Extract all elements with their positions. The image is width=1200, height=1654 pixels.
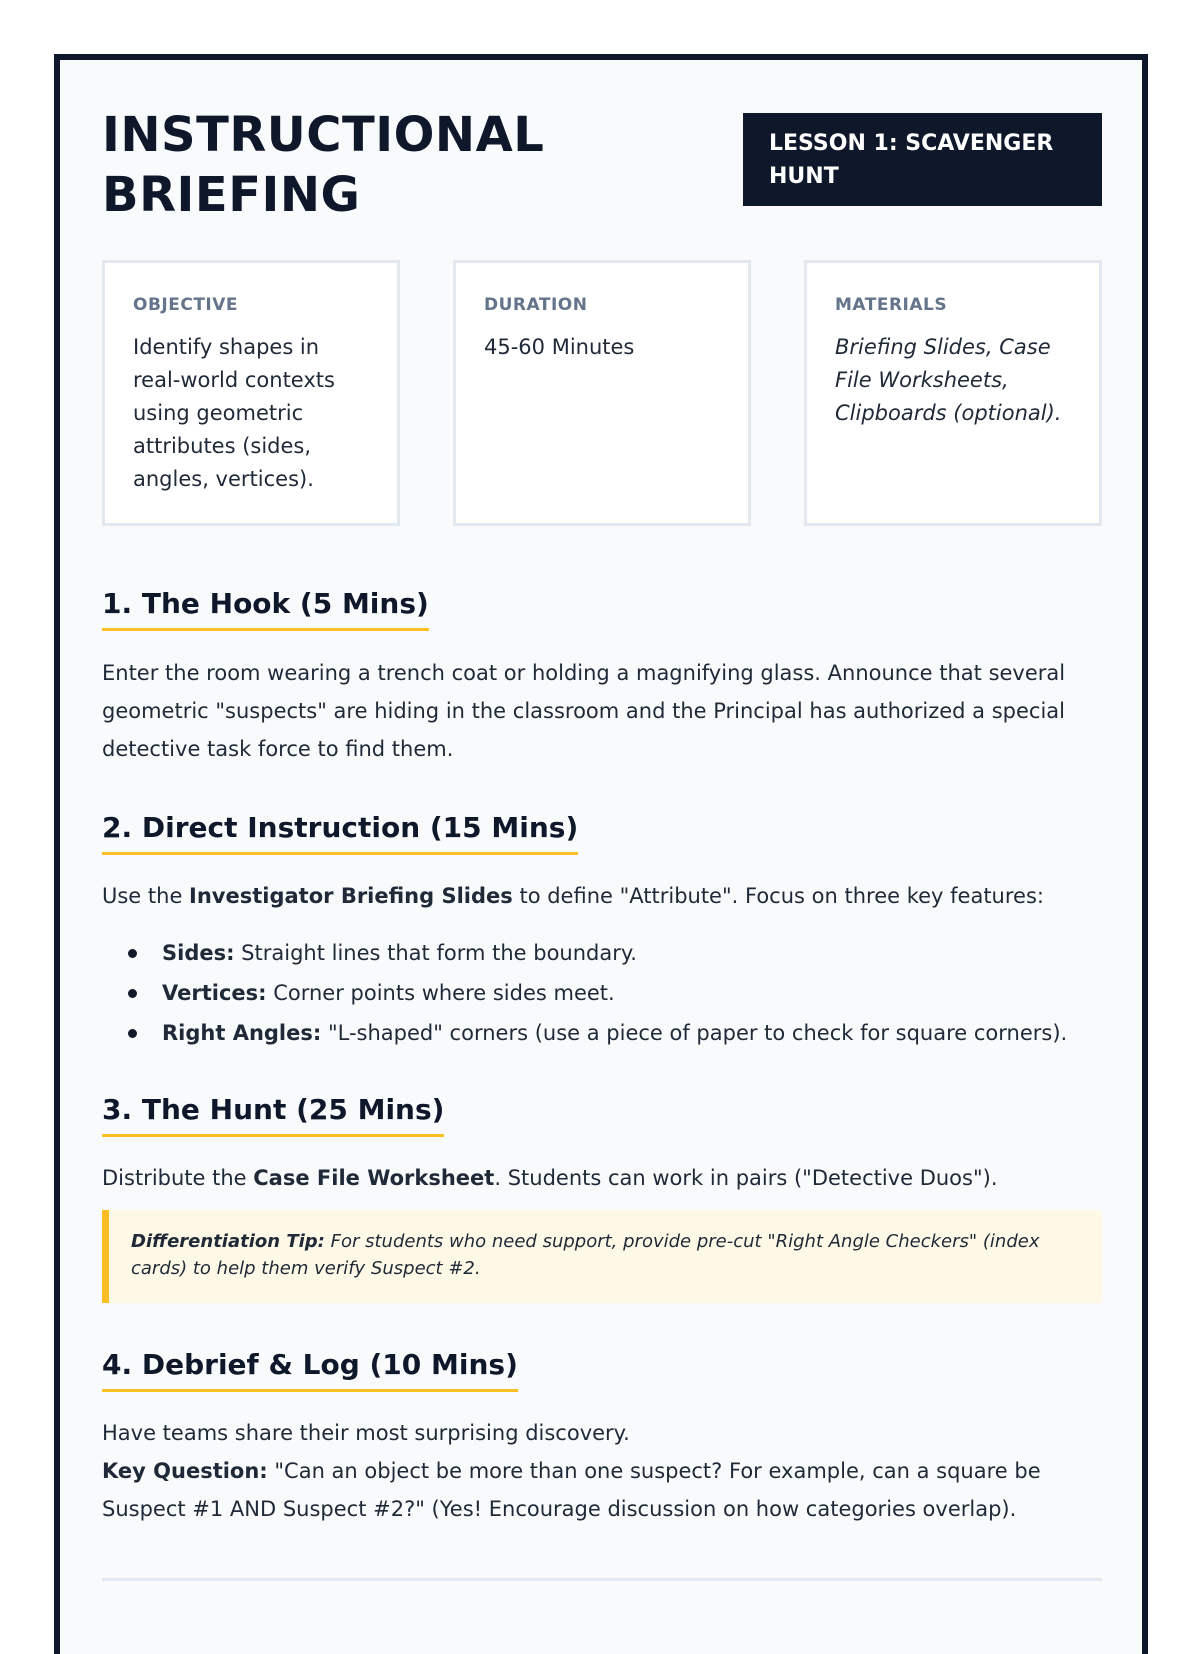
hunt-post: . Students can work in pairs ("Detective Duos"). — [494, 1166, 998, 1190]
key-question-label: Key Question: — [102, 1459, 268, 1483]
objective-card — [102, 260, 400, 526]
objective-text: Identify shapes in real-world contexts using geometric attributes (sides, angles, vertices). — [133, 335, 335, 491]
section-hunt-text — [102, 1159, 1102, 1197]
section-hunt-heading: 3. The Hunt (25 Mins) — [102, 1092, 444, 1137]
bullet-dot — [128, 949, 137, 958]
debrief-line-1: Have teams share their most surprising discovery. — [102, 1421, 630, 1445]
tip-label: Differentiation Tip: — [131, 1231, 325, 1252]
materials-text: Briefing Slides, Case File Worksheets, Clipboards (optional). — [835, 335, 1062, 425]
list-item — [102, 973, 1102, 1013]
list-item — [102, 933, 1102, 973]
hunt-pre: Distribute the — [102, 1166, 254, 1190]
section-debrief-heading: 4. Debrief & Log (10 Mins) — [102, 1347, 518, 1392]
section-debrief-text — [102, 1414, 1102, 1528]
bullet-dot — [128, 989, 137, 998]
section-direct-intro — [102, 877, 1102, 915]
bullet-term: Right Angles: — [162, 1021, 322, 1045]
duration-text: 45-60 Minutes — [484, 335, 635, 359]
bullet-term: Sides: — [162, 941, 235, 965]
bullet-dot — [128, 1029, 137, 1038]
title-line-2: BRIEFING — [102, 167, 361, 223]
intro-pre: Use the — [102, 884, 190, 908]
intro-post: to define "Attribute". Focus on three key features: — [512, 884, 1044, 908]
section-direct-heading: 2. Direct Instruction (15 Mins) — [102, 810, 578, 855]
materials-card — [804, 260, 1102, 526]
section-hook-heading: 1. The Hook (5 Mins) — [102, 586, 429, 631]
list-item — [102, 1013, 1102, 1053]
hunt-bold: Case File Worksheet — [253, 1166, 495, 1190]
intro-bold: Investigator Briefing Slides — [189, 884, 513, 908]
attribute-list — [102, 933, 1102, 1053]
duration-card — [453, 260, 751, 526]
lesson-badge: LESSON 1: SCAVENGER HUNT — [743, 113, 1102, 206]
bottom-divider — [102, 1578, 1102, 1581]
tip-text: For students who need support, provide pre-cut "Right Angle Checkers" (index cards) to help them verify Suspect #2. — [131, 1231, 1040, 1279]
key-question-text: "Can an object be more than one suspect? For example, can a square be Suspect #1 AND Suspect #2?" (Yes! Encourage discussion on how categories overlap). — [102, 1459, 1041, 1521]
objective-label: OBJECTIVE — [133, 295, 239, 315]
duration-label: DURATION — [484, 295, 588, 315]
bullet-text: "L-shaped" corners (use a piece of paper to check for square corners). — [321, 1021, 1068, 1045]
materials-label: MATERIALS — [835, 295, 948, 315]
bullet-term: Vertices: — [162, 981, 267, 1005]
title-line-1: INSTRUCTIONAL — [102, 107, 545, 163]
page-title — [102, 105, 702, 225]
differentiation-tip — [102, 1210, 1102, 1303]
section-hook-text: Enter the room wearing a trench coat or holding a magnifying glass. Announce that several geometric "suspects" are hiding in the classroom and the Principal has authorized a special detective task force to find them. — [102, 661, 1066, 761]
bullet-text: Straight lines that form the boundary. — [234, 941, 637, 965]
bullet-text: Corner points where sides meet. — [266, 981, 615, 1005]
briefing-document — [54, 54, 1148, 1654]
info-cards — [102, 260, 1102, 526]
